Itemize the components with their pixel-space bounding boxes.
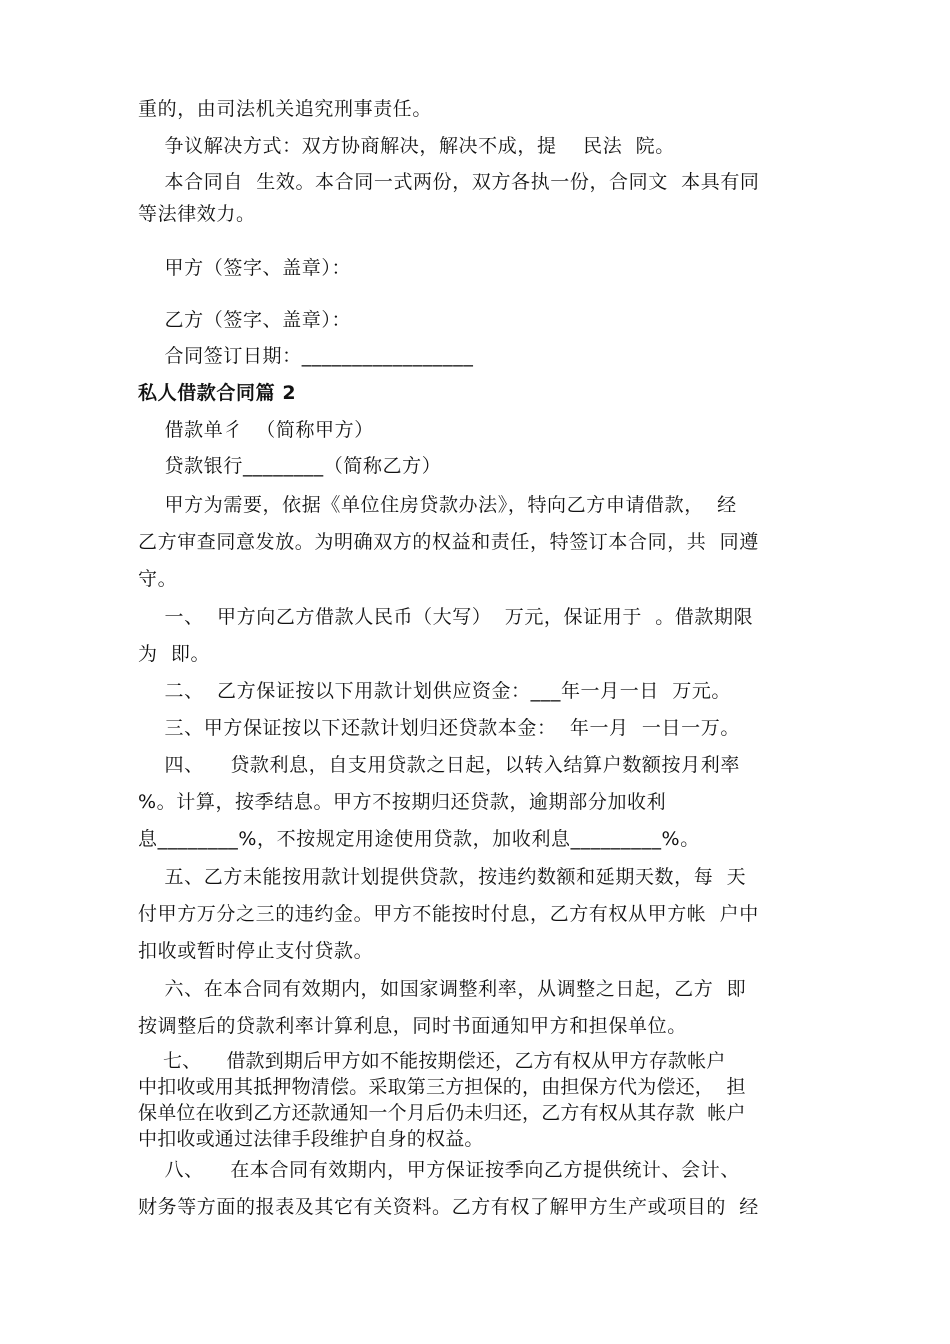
text-line: 本合同自 生效。本合同一式两份，双方各执一份，合同文 本具有同 [138, 171, 760, 193]
text-line: 保单位在收到乙方还款通知一个月后仍未归还，乙方有权从其存款 帐户 [138, 1102, 746, 1124]
party-b-signature-line: 乙方（签字、盖章）： [138, 309, 352, 331]
text-line: 财务等方面的报表及其它有关资料。乙方有权了解甲方生产或项目的 经 [138, 1196, 759, 1218]
text-line: %。计算，按季结息。甲方不按期归还贷款，逾期部分加收利 [138, 791, 667, 813]
signing-date-line: 合同签订日期：_________________ [138, 345, 474, 367]
text-line: 乙方审查同意发放。为明确双方的权益和责任，特签订本合同，共 同遵 [138, 531, 759, 553]
text-line: 贷款银行________（简称乙方） [138, 455, 442, 477]
clause-5: 五、乙方未能按用款计划提供贷款，按违约数额和延期天数，每 天 [138, 866, 747, 888]
text-line: 为 即。 [138, 643, 211, 665]
text-line: 重的，由司法机关追究刑事责任。 [138, 98, 433, 120]
clause-2: 二、 乙方保证按以下用款计划供应资金：___年一月一日 万元。 [138, 680, 732, 702]
clause-1: 一、 甲方向乙方借款人民币（大写） 万元，保证用于 。借款期限 [138, 606, 754, 628]
clause-4: 四、 贷款利息，自支用贷款之日起，以转入结算户数额按月利率 [138, 754, 740, 776]
text-line: 按调整后的贷款利率计算利息，同时书面通知甲方和担保单位。 [138, 1015, 687, 1037]
clause-8: 八、 在本合同有效期内，甲方保证按季向乙方提供统计、会计、 [138, 1159, 740, 1181]
clause-3: 三、甲方保证按以下还款计划归还贷款本金： 年一月 一日一万。 [138, 717, 740, 739]
text-line: 争议解决方式：双方协商解决，解决不成，提 民法 院。 [138, 135, 675, 157]
party-a-signature-line: 甲方（签字、盖章）： [138, 257, 352, 279]
text-line: 守。 [138, 568, 178, 590]
text-line: 中扣收或用其抵押物清偿。采取第三方担保的，由担保方代为偿还， 担 [138, 1076, 746, 1098]
text-line: 付甲方万分之三的违约金。甲方不能按时付息，乙方有权从甲方帐 户中 [138, 903, 759, 925]
text-line: 等法律效力。 [138, 203, 256, 225]
text-line: 借款单彳 （简称甲方） [138, 419, 374, 441]
text-line: 中扣收或通过法律手段维护自身的权益。 [138, 1128, 484, 1150]
text-line: 甲方为需要，依据《单位住房贷款办法》，特向乙方申请借款， 经 [138, 494, 737, 516]
text-line: 息________%，不按规定用途使用贷款，加收利息_________%。 [138, 828, 700, 850]
section-heading: 私人借款合同篇 2 [138, 382, 297, 404]
text-line: 扣收或暂时停止支付贷款。 [138, 940, 374, 962]
clause-6: 六、在本合同有效期内，如国家调整利率，从调整之日起，乙方 即 [138, 978, 747, 1000]
clause-7: 七、 借款到期后甲方如不能按期偿还，乙方有权从甲方存款帐户 [138, 1050, 726, 1072]
